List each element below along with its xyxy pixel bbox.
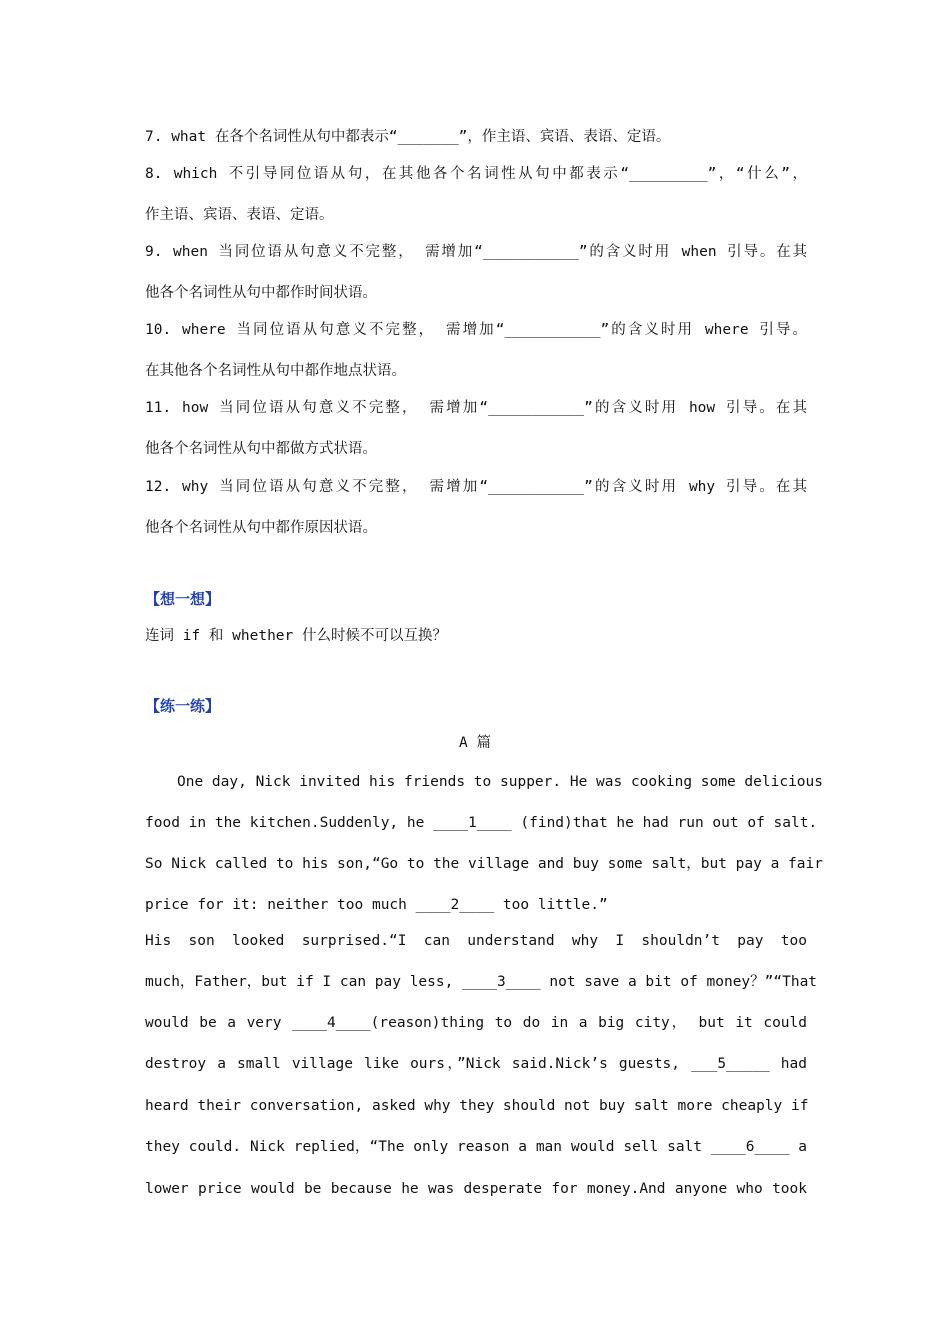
item-8: 8. which 不引导同位语从句，在其他各个名词性从句中都表示“_________”，“什么”， (145, 166, 807, 182)
item-8-cont: 作主语、宾语、表语、定语。 (145, 207, 334, 223)
item-7: 7. what 在各个名词性从句中都表示“_______”，作主语、宾语、表语、定语。 (145, 129, 671, 145)
passage-line-10: they could. Nick replied，“The only reason a man would sell salt ____6____ a (145, 1139, 807, 1155)
item-10-cont: 在其他各个名词性从句中都作地点状语。 (145, 363, 406, 379)
think-question: 连词 if 和 whether 什么时候不可以互换？ (145, 628, 447, 644)
passage-line-7: would be a very ____4____(reason)thing to do in a big city， but it could (145, 1015, 807, 1031)
passage-line-5: His son looked surprised.“I can understand why I shouldn’t pay too (145, 933, 807, 949)
passage-line-8: destroy a small village like ours，”Nick said.Nick’s guests, ___5_____ had (145, 1056, 807, 1072)
item-12: 12. why 当同位语从句意义不完整， 需增加“___________”的含义时用 why 引导。在其 (145, 479, 807, 495)
passage-line-9: heard their conversation, asked why they should not buy salt more cheaply if (145, 1098, 809, 1114)
item-9-cont: 他各个名词性从句中都作时间状语。 (145, 285, 377, 301)
item-9: 9. when 当同位语从句意义不完整， 需增加“___________”的含义时用 when 引导。在其 (145, 244, 807, 260)
think-heading: 【想一想】 (145, 590, 221, 608)
passage-line-1: One day, Nick invited his friends to supper. He was cooking some delicious (177, 774, 824, 790)
passage-line-6: much，Father，but if I can pay less, ____3____ not save a bit of money？”“That (145, 974, 818, 990)
item-12-cont: 他各个名词性从句中都作原因状语。 (145, 520, 377, 536)
passage-line-11: lower price would be because he was desperate for money.And anyone who took (145, 1181, 807, 1197)
passage-line-3: So Nick called to his son,“Go to the village and buy some salt，but pay a fair (145, 856, 823, 872)
item-11-cont: 他各个名词性从句中都做方式状语。 (145, 441, 377, 457)
practice-heading: 【练一练】 (145, 697, 221, 715)
passage-title: A 篇 (459, 735, 491, 751)
passage-line-2: food in the kitchen.Suddenly, he ____1____ (find)that he had run out of salt. (145, 815, 818, 831)
item-10: 10. where 当同位语从句意义不完整， 需增加“___________”的含义时用 where 引导。 (145, 322, 807, 338)
passage-line-4: price for it: neither too much ____2____ too little.” (145, 897, 608, 913)
item-11: 11. how 当同位语从句意义不完整， 需增加“___________”的含义时用 how 引导。在其 (145, 400, 807, 416)
